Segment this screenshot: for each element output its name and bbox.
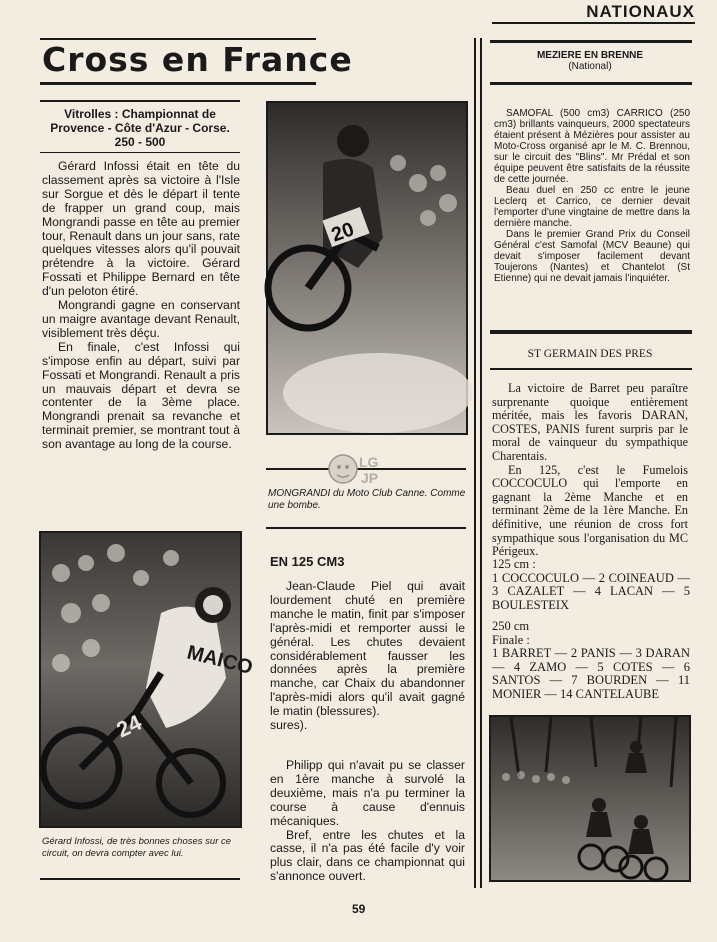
stgermain-title: ST GERMAIN DES PRES: [527, 348, 653, 360]
title-bottom-rule: [40, 82, 316, 85]
left-bottom-rule: [40, 878, 240, 880]
photo-caption-middle: MONGRANDI du Moto Club Canne. Comme une bombe.: [268, 488, 466, 511]
meziere-subtitle: (National): [568, 61, 612, 72]
left-paragraph: Gérard Infossi était en tête du classement après sa victoire à l'Isle sur Sorgue et dès le départ il tente de frapper un grand coup, mais Mongrandi passe en tête au premier tour, Renault dans un jour sans, rate quelques vitesses alors qu'il pouvait prétendre à la victoire. Gérard Fossati et Philippe Bernard en tête d'un peloton étiré.: [42, 159, 240, 299]
meziere-body: [494, 108, 690, 284]
photo-race-start: [489, 715, 691, 882]
photo-mongrandi-image: [268, 103, 466, 433]
meziere-top-rule: [490, 40, 692, 43]
results-250-finale: Finale :: [492, 632, 530, 647]
middle-article-body: [270, 580, 465, 884]
stgermain-body: [492, 382, 688, 559]
subhead-bottom-rule: [40, 152, 240, 153]
page-number: 59: [352, 902, 366, 916]
meziere-title: MEZIERE EN BRENNE: [536, 50, 644, 61]
left-paragraph: En finale, c'est Infossi qui s'impose enfin au départ, suivi par Fossati et Mongrandi. Renault a pris un mauvais départ et devra se contenter de la 3ème place. Mongrandi prenait sa revanche et terminait premier, se montrant tout à son avantage au long de la course.: [42, 339, 240, 452]
left-article-body: [42, 160, 240, 452]
photo-mongrandi: [266, 101, 468, 435]
article-subhead: Vitrolles : Championnat de Provence - Côte d'Azur - Corse. 250 - 500: [50, 107, 230, 149]
svg-text:JP: JP: [361, 470, 379, 486]
results-125-label: 125 cm :: [492, 557, 536, 571]
photo-infossi: [39, 531, 255, 828]
stgermain-paragraph: En 125, c'est le Fumelois COCCOCULO qui l'emporte en gagnant la 2ème Manche et en terminant 2ème de la 1ère Manche. En définitive, une réunion de cross fort sympathique sous l'organisation du MC Périgeux.: [492, 462, 688, 559]
svg-text:LG: LG: [359, 454, 379, 470]
stgermain-top-rule: [490, 330, 692, 334]
results-250-list: 1 BARRET — 2 PANIS — 3 DARAN — 4 ZAMO — 5 COTES — 6 SANTOS — 7 BOURDEN — 11 MONIER — 14 CANTELAUBE: [492, 646, 690, 701]
middle-caption-rule: [266, 527, 466, 529]
meziere-paragraph: SAMOFAL (500 cm3) CARRICO (250 cm3) brillants vainqueurs, 2000 spectateurs étaient présent à Mézières pour assister au Moto-Cross organisé apr le M. C. Brennou, sur le circuit des "Blins". Mr Prédal et son équipe peuvent être satisfaits de la réussite de cette journée.: [494, 108, 690, 185]
results-250-label: 250 cm: [492, 619, 530, 633]
svg-text:MAICO: MAICO: [184, 641, 255, 679]
subhead-top-rule: [40, 100, 240, 102]
photo-infossi-image: [41, 533, 255, 826]
photo-race-start-image: [491, 717, 689, 880]
stgermain-paragraph: La victoire de Barret peu paraître surprenante quoique entièrement méritée, mais les favoris DARAN, COSTES, PANIS furent surpris par le moral de vainqueur du sympathique Charentais.: [492, 381, 688, 463]
meziere-paragraph: Dans le premier Grand Prix du Conseil Général c'est Samofal (MCV Beaune) qui devait s'imposer facilement devant Toujerons (Nantes) et Chantelot (St Etienne) qui ne devait jamais l'inquiéter.: [494, 229, 690, 284]
results-250: [492, 620, 690, 701]
middle-paragraph: Philipp qui n'avait pu se classer en 1ère manche à survolé la deuxième, mais n'a pu terminer la course à cause d'ennuis mécaniques.: [270, 757, 465, 828]
middle-paragraph: sures).: [270, 718, 308, 733]
header-rule: [492, 22, 695, 24]
meziere-paragraph: Beau duel en 250 cc entre le jeune Leclerq et Carrico, ce dernier devait l'emporter d'une vingtaine de mettre dans la dernière manche.: [494, 185, 690, 229]
results-125: [492, 558, 690, 612]
stgermain-bottom-rule: [490, 368, 692, 370]
left-paragraph: Mongrandi gagne en conservant un maigre avantage devant Renault, visiblement très déçu.: [42, 298, 240, 340]
watermark-logo: [327, 447, 391, 491]
photo-caption-left: Gérard Infossi, de très bonnes choses sur ce circuit, on devra compter avec lui.: [42, 836, 232, 859]
column-divider-right: [480, 38, 482, 888]
rider-number: 20: [328, 218, 358, 247]
section-heading-125: EN 125 CM3: [270, 554, 345, 569]
middle-paragraph: Bref, entre les chutes et la casse, il n'a pas été facile d'y voir plus clair, dans ce championnat qui s'annonce ouvert.: [270, 827, 465, 884]
section-tag: NATIONAUX: [586, 2, 695, 21]
column-divider-left: [474, 38, 476, 888]
meziere-bottom-rule: [490, 82, 692, 85]
middle-paragraph: Jean-Claude Piel qui avait lourdement chuté en première manche le matin, finit par s'imposer l'après-midi et remporter aussi le général. Les chutes devaient considérablement fausser les données après la première manche, car Chaix du abandonner l'après-midi alors qu'il avait gagné le matin (blessures).: [270, 579, 465, 719]
svg-text:24: 24: [112, 709, 146, 743]
results-125-list: 1 COCCOCULO — 2 COINEAUD — 3 CAZALET — 4 LACAN — 5 BOULESTEIX: [492, 570, 690, 612]
page-title: Cross en France: [42, 40, 353, 79]
